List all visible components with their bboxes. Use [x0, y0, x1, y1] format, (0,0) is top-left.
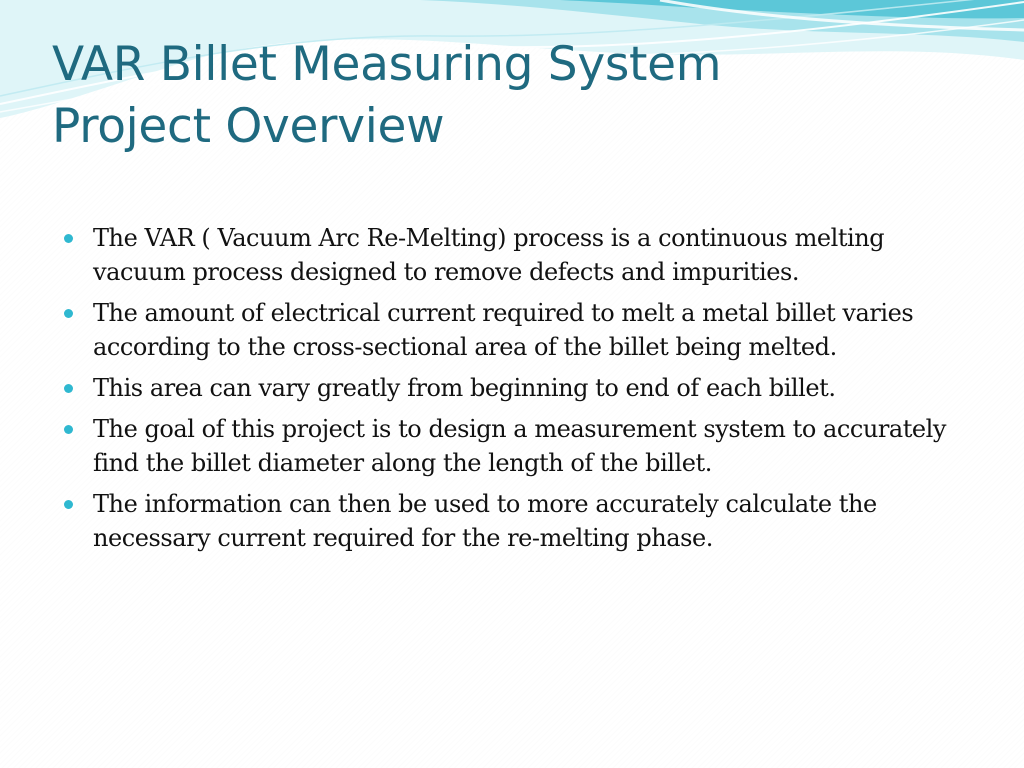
bullet-item	[62, 412, 962, 480]
bullet-text: The amount of electrical current required to melt a metal billet varies according to the cross-sectional area of the billet being melted.	[93, 299, 914, 361]
bullet-item	[62, 487, 962, 555]
bullet-dot-icon	[64, 425, 73, 434]
slide-title-line-2: Project Overview	[52, 99, 445, 154]
bullet-item	[62, 296, 962, 364]
bullet-item	[62, 371, 962, 405]
bullet-dot-icon	[64, 234, 73, 243]
bullet-text: This area can vary greatly from beginning to end of each billet.	[93, 374, 836, 402]
bullet-dot-icon	[64, 384, 73, 393]
bullet-list	[62, 221, 962, 562]
slide-title	[52, 34, 952, 158]
bullet-dot-icon	[64, 500, 73, 509]
bullet-text: The VAR ( Vacuum Arc Re-Melting) process is a continuous melting vacuum process designed to remove defects and impurities.	[93, 224, 885, 286]
bullet-text: The goal of this project is to design a measurement system to accurately find the billet diameter along the length of the billet.	[93, 415, 947, 477]
bullet-item	[62, 221, 962, 289]
bullet-text: The information can then be used to more accurately calculate the necessary current required for the re-melting phase.	[93, 490, 877, 552]
slide-title-line-1: VAR Billet Measuring System	[52, 37, 722, 92]
bullet-dot-icon	[64, 309, 73, 318]
